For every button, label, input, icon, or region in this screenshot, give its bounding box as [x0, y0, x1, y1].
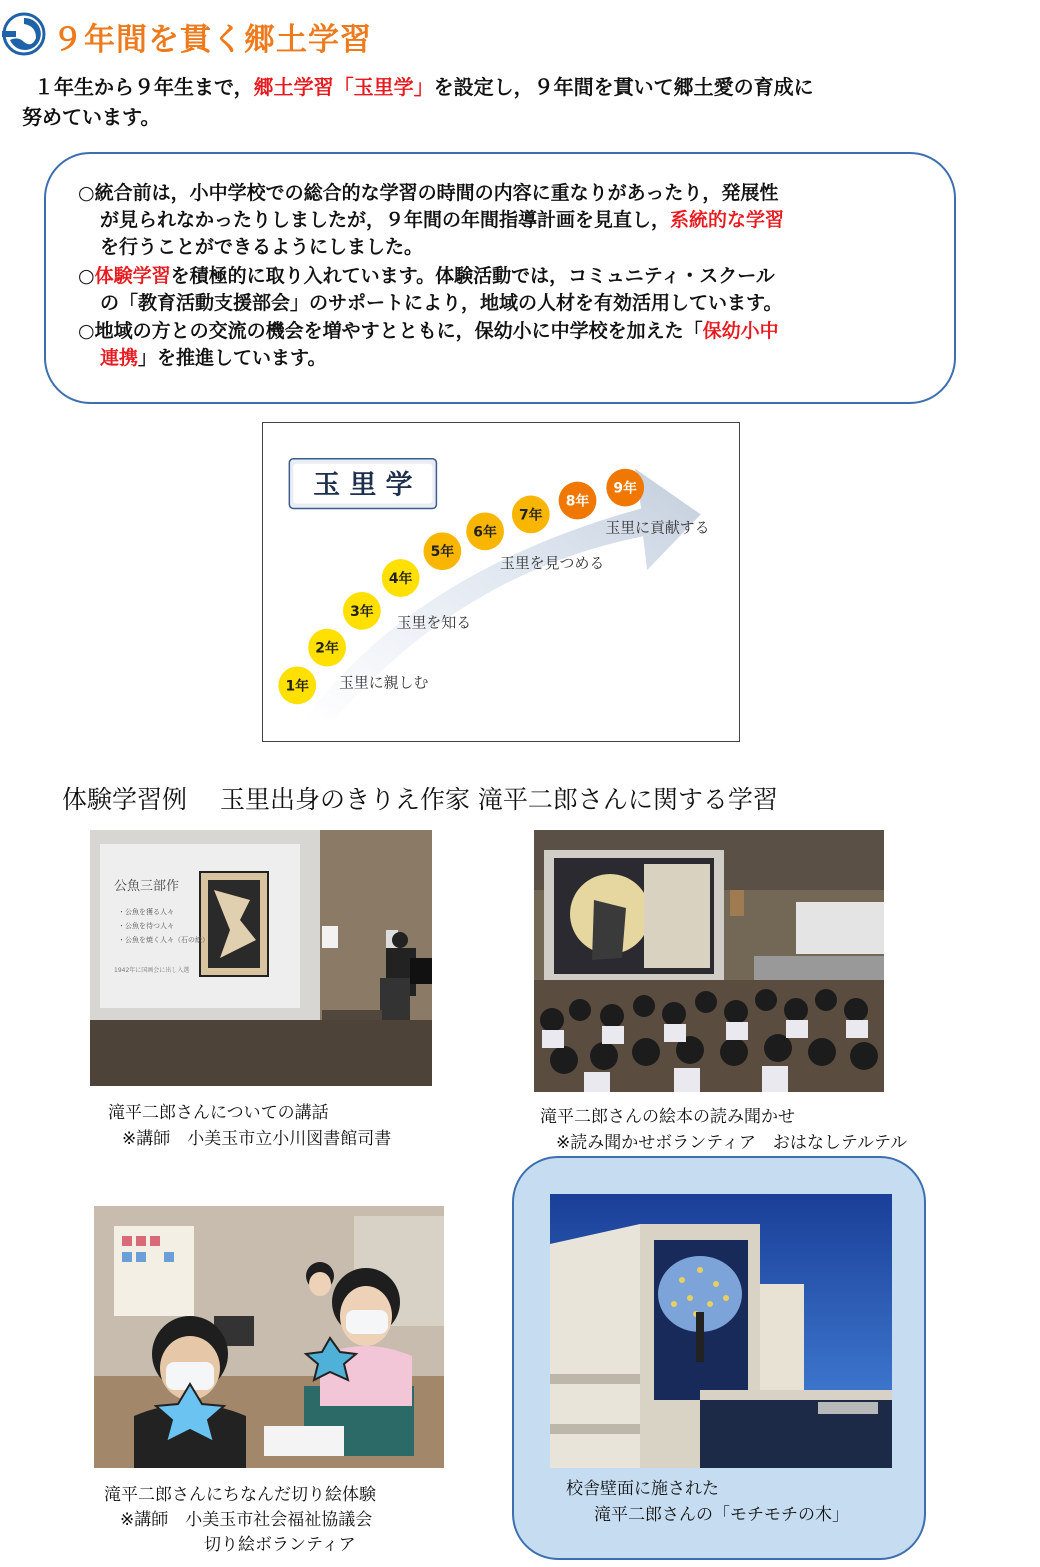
point-3-line-2: 」を推進しています。 — [138, 347, 327, 369]
grade-label-5: 5年 — [430, 544, 455, 561]
intro-text — [22, 72, 1022, 132]
photo-kirie — [94, 1206, 444, 1468]
point-2-highlight: 体験学習 — [94, 265, 171, 287]
point-2-line-2: の「教育活動支援部会」のサポートにより，地域の人材を有効活用しています。 — [100, 292, 783, 314]
stage-4-label: 玉里に貢献する — [605, 518, 710, 537]
photo-mural-scene — [550, 1194, 892, 1468]
tamari-study-diagram — [262, 422, 740, 742]
grade-label-8: 8年 — [565, 493, 590, 510]
point-1-line-3: を行うことができるようにしました。 — [100, 236, 424, 258]
intro-highlight: 郷土学習「玉里学」 — [253, 75, 434, 99]
photo-reading — [534, 830, 884, 1092]
page-title: ９年間を貫く郷土学習 — [52, 22, 372, 58]
stage-3-label: 玉里を見つめる — [500, 554, 605, 573]
point-1-line-2: が見られなかったりしましたが，９年間の年間指導計画を見直し， — [100, 209, 671, 231]
diagram-badge-text: 玉 里 学 — [313, 469, 413, 501]
stage-1-label: 玉里に親しむ — [339, 673, 429, 692]
point-3 — [78, 318, 938, 372]
grade-label-2: 2年 — [315, 640, 339, 657]
point-2 — [78, 263, 938, 317]
point-1 — [78, 180, 938, 261]
photo-reading-caption-2: ※読み聞かせボランティア おはなしテルテル — [556, 1133, 908, 1153]
photo-kirie-caption-1: 滝平二郎さんにちなんだ切り絵体験 — [104, 1485, 376, 1505]
point-1-line-1: ○統合前は，小中学校での総合的な学習の時間の内容に重なりがあったり，発展性 — [78, 182, 779, 204]
slide-item-1: ・公魚を獲る人々 — [118, 908, 174, 916]
stage-2-label: 玉里を知る — [396, 613, 472, 632]
slide-title: 公魚三部作 — [114, 879, 180, 894]
section-heading: 体験学習例 玉里出身のきりえ作家 滝平二郎さんに関する学習 — [62, 785, 778, 814]
photo-mural-caption-1: 校舎壁面に施された — [566, 1479, 719, 1499]
photo-reading-scene — [534, 830, 884, 1092]
photo-lecture-scene — [90, 830, 432, 1086]
photo-kirie-scene — [94, 1206, 444, 1468]
grade-label-4: 4年 — [388, 570, 413, 587]
photo-lecture-caption-2: ※講師 小美玉市立小川図書館司書 — [122, 1129, 392, 1149]
slide-item-2: ・公魚を待つ人々 — [118, 922, 174, 930]
slide-item-3: ・公魚を焼く人々（石の絵） — [118, 936, 209, 944]
intro-part3: を設定し，９年間を貫いて郷土愛の育成に — [433, 75, 814, 99]
point-3-line-1: ○地域の方との交流の機会を増やすとともに，保幼小に中学校を加えた「 — [78, 320, 703, 342]
grade-label-3: 3年 — [350, 603, 374, 620]
slide-note: 1942年に国画会に出し入選 — [114, 967, 190, 974]
grade-label-6: 6年 — [473, 524, 497, 541]
photo-reading-caption-1: 滝平二郎さんの絵本の読み聞かせ — [540, 1107, 795, 1127]
intro-part1: １年生から９年生まで， — [34, 75, 254, 99]
grade-label-1: 1年 — [285, 678, 310, 695]
grade-label-9: 9年 — [613, 480, 638, 497]
photo-kirie-caption-3: 切り絵ボランティア — [204, 1535, 356, 1555]
intro-line2: 努めています。 — [22, 105, 161, 129]
photo-kirie-caption-2: ※講師 小美玉市社会福祉協議会 — [120, 1510, 373, 1530]
photo-lecture-caption-1: 滝平二郎さんについての講話 — [108, 1103, 329, 1123]
photo-mural — [550, 1194, 892, 1468]
photo-lecture — [90, 830, 432, 1086]
point-2-bullet: ○ — [78, 265, 95, 287]
point-3-highlight-2: 連携 — [100, 347, 139, 369]
point-2-line-1: を積極的に取り入れています。体験活動では，コミュニティ・スクール — [170, 265, 775, 287]
grade-label-7: 7年 — [519, 507, 543, 524]
school-emblem-icon — [2, 12, 46, 56]
point-3-highlight-1: 保幼小中 — [702, 320, 779, 342]
photo-mural-caption-2: 滝平二郎さんの「モチモチの木」 — [594, 1505, 849, 1525]
point-1-highlight: 系統的な学習 — [670, 209, 785, 231]
